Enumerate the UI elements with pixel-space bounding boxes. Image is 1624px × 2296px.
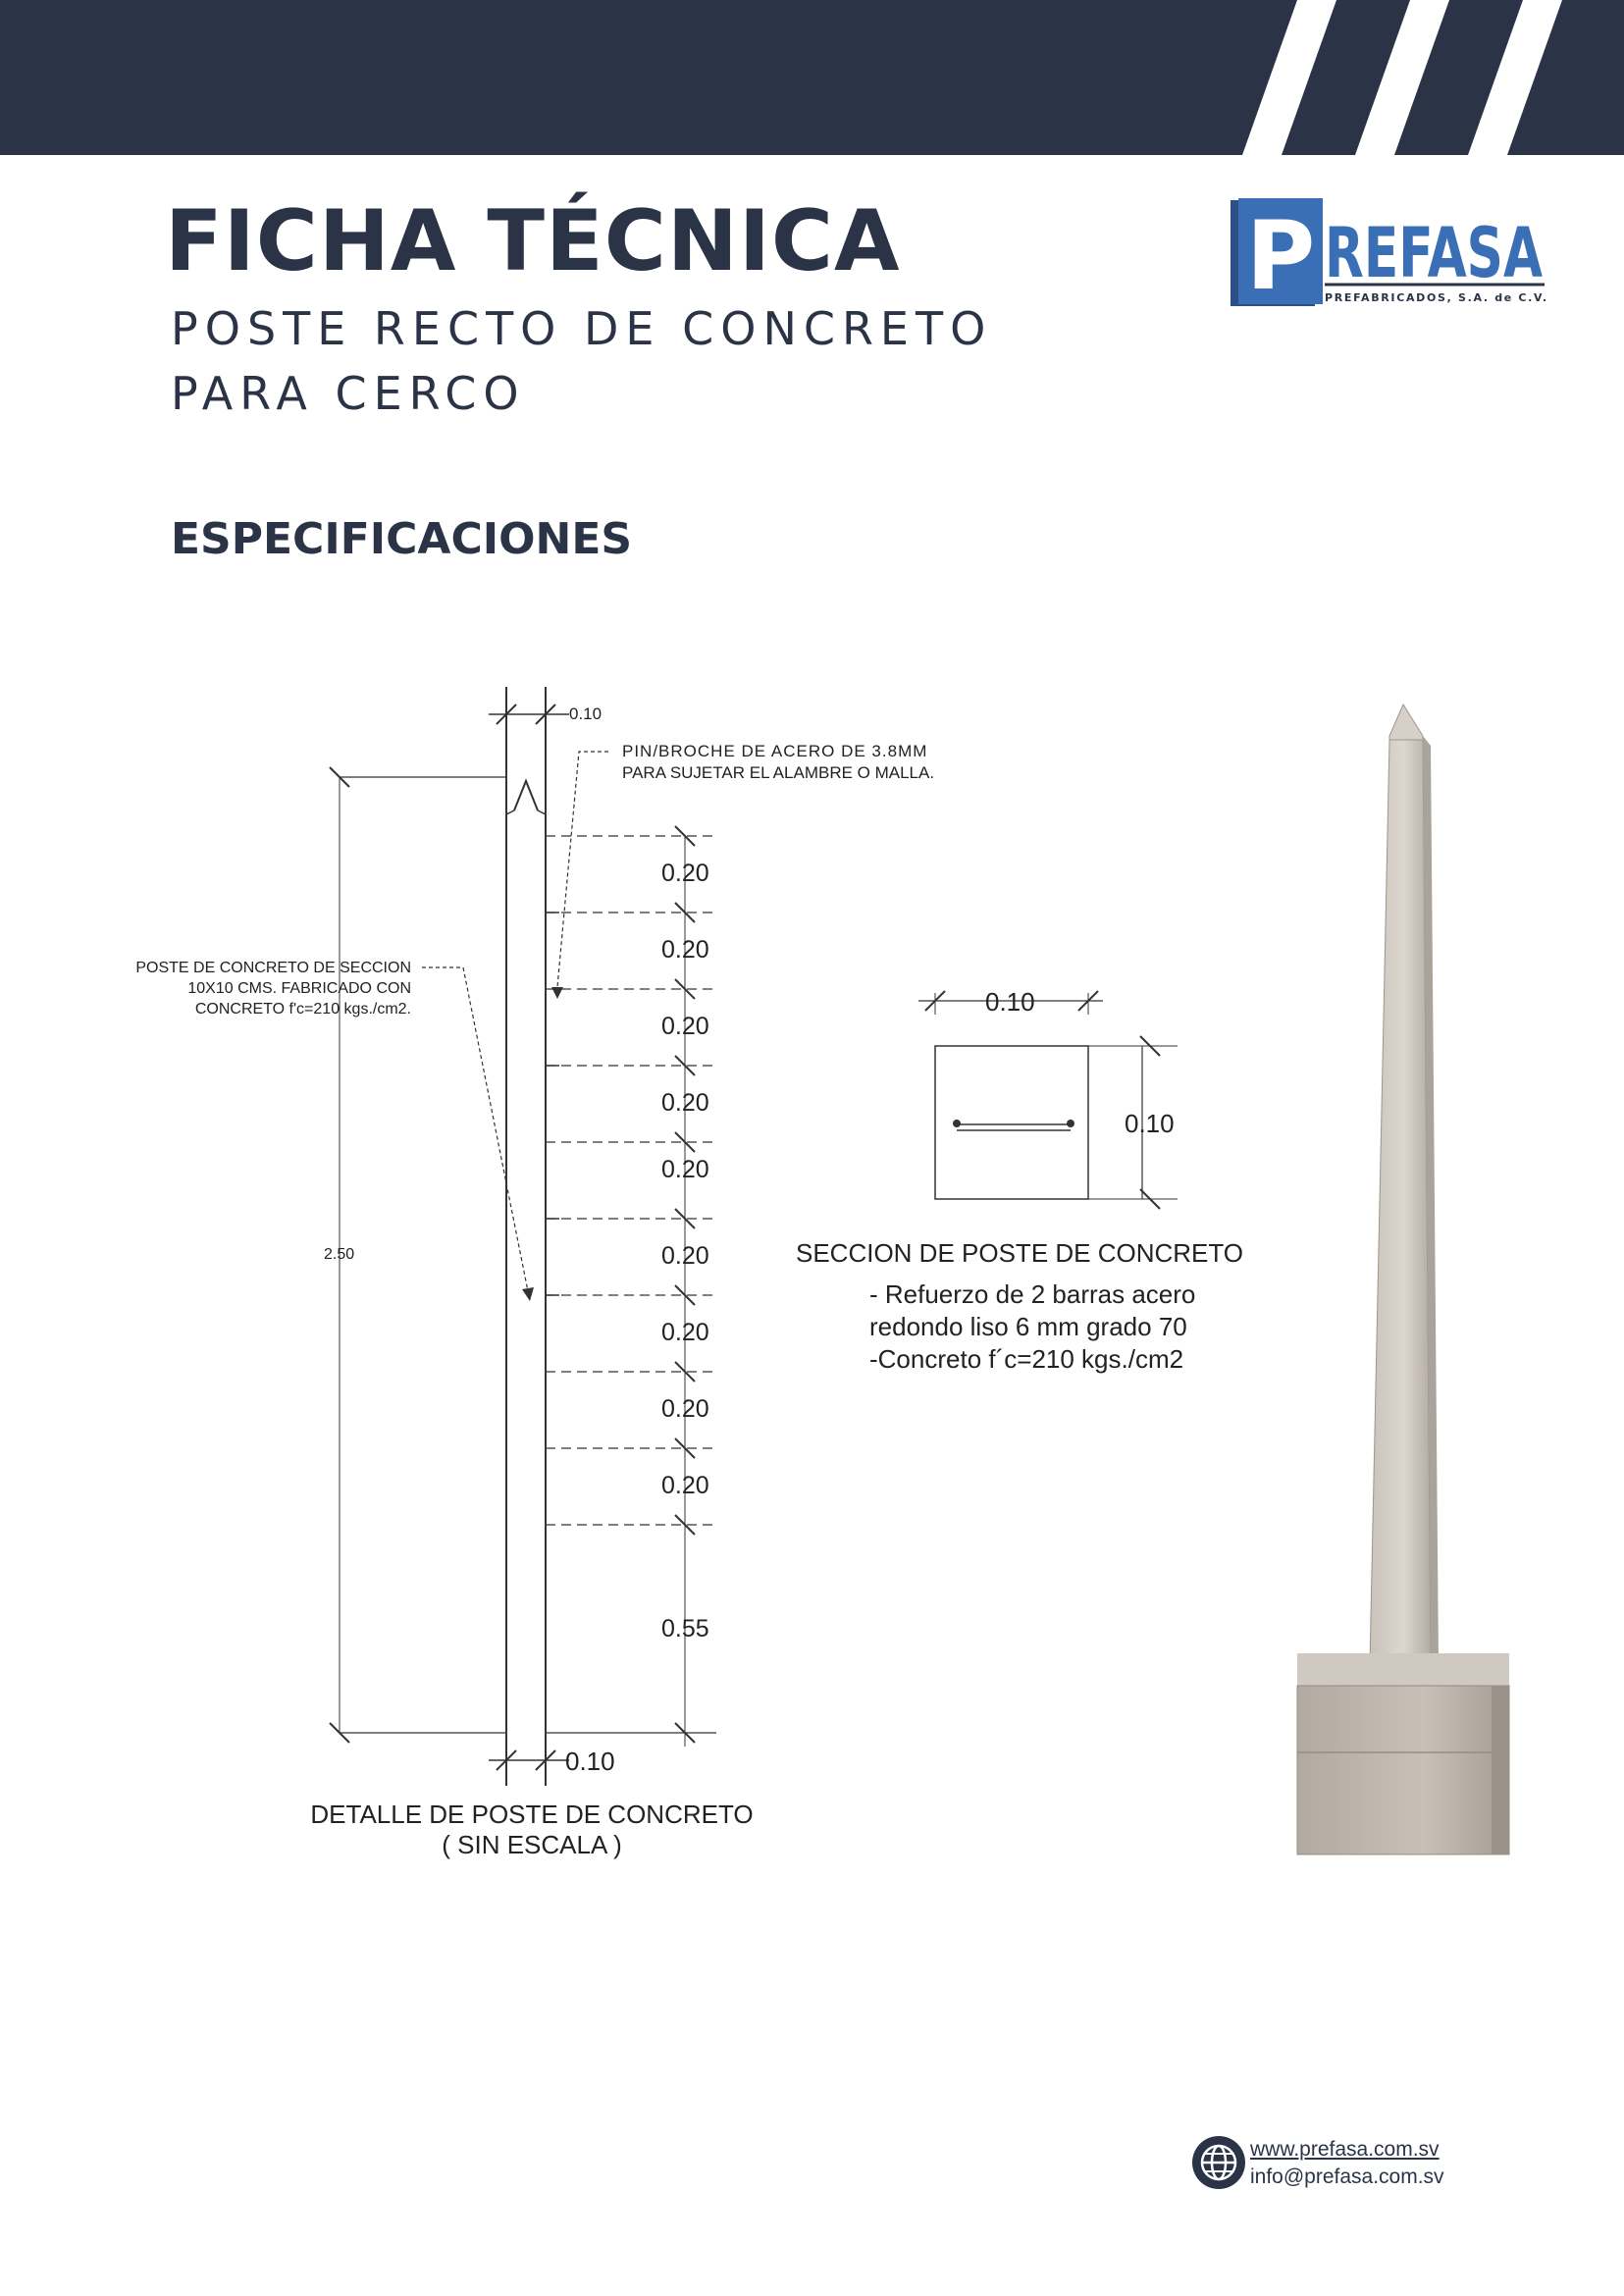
- concrete-post-photo: [1276, 697, 1531, 1864]
- spacing-label: 0.20: [661, 860, 709, 887]
- section-title: SECCION DE POSTE DE CONCRETO: [796, 1238, 1244, 1268]
- bottom-width-label: 0.10: [565, 1747, 615, 1776]
- post-note: [97, 958, 411, 1019]
- top-width-label: 0.10: [569, 704, 602, 723]
- section-spec-line-1: - Refuerzo de 2 barras acero: [869, 1279, 1196, 1309]
- spacing-label: 0.20: [661, 1242, 709, 1270]
- section-heading: ESPECIFICACIONES: [171, 514, 633, 564]
- subtitle-line-2: PARA CERCO: [171, 367, 526, 420]
- section-width-label: 0.10: [985, 987, 1035, 1017]
- post-note-line-2: 10X10 CMS. FABRICADO CON: [187, 980, 411, 997]
- subtitle-line-1: POSTE RECTO DE CONCRETO: [171, 302, 993, 355]
- logo-tagline: PREFABRICADOS, S.A. de C.V.: [1325, 291, 1546, 304]
- drawing-caption-line-1: DETALLE DE POSTE DE CONCRETO: [310, 1800, 754, 1829]
- drawing-caption: [277, 1800, 787, 1860]
- spacing-label: 0.20: [661, 1472, 709, 1499]
- post-note-line-1: POSTE DE CONCRETO DE SECCION: [135, 960, 411, 976]
- pin-note-line-1: PIN/BROCHE DE ACERO DE 3.8MM: [622, 742, 928, 760]
- spacing-label: 0.20: [661, 1156, 709, 1183]
- logo-icon-letter: P: [1245, 201, 1316, 311]
- section-spec-line-3: -Concreto f´c=210 kgs./cm2: [869, 1344, 1184, 1374]
- spacing-label: 0.20: [661, 1013, 709, 1040]
- email-link[interactable]: info@prefasa.com.sv: [1250, 2166, 1444, 2188]
- section-spec-line-2: redondo liso 6 mm grado 70: [869, 1312, 1187, 1341]
- spacing-label: 0.20: [661, 936, 709, 964]
- spacing-label: 0.20: [661, 1319, 709, 1346]
- website-link[interactable]: www.prefasa.com.sv: [1250, 2138, 1440, 2161]
- logo-name: REFASA: [1325, 213, 1543, 293]
- globe-icon: [1189, 2133, 1248, 2192]
- total-height-label: 2.50: [324, 1246, 355, 1263]
- pin-note-line-2: PARA SUJETAR EL ALAMBRE O MALLA.: [622, 763, 935, 782]
- spacing-label: 0.20: [661, 1089, 709, 1117]
- page-title: FICHA TÉCNICA: [165, 192, 901, 290]
- drawing-caption-line-2: ( SIN ESCALA ): [442, 1830, 622, 1859]
- section-specs: [869, 1278, 1195, 1376]
- spacing-label: 0.55: [661, 1615, 709, 1643]
- spacing-label: 0.20: [661, 1395, 709, 1423]
- post-note-line-3: CONCRETO f'c=210 kgs./cm2.: [194, 1001, 411, 1018]
- section-height-label: 0.10: [1125, 1109, 1175, 1138]
